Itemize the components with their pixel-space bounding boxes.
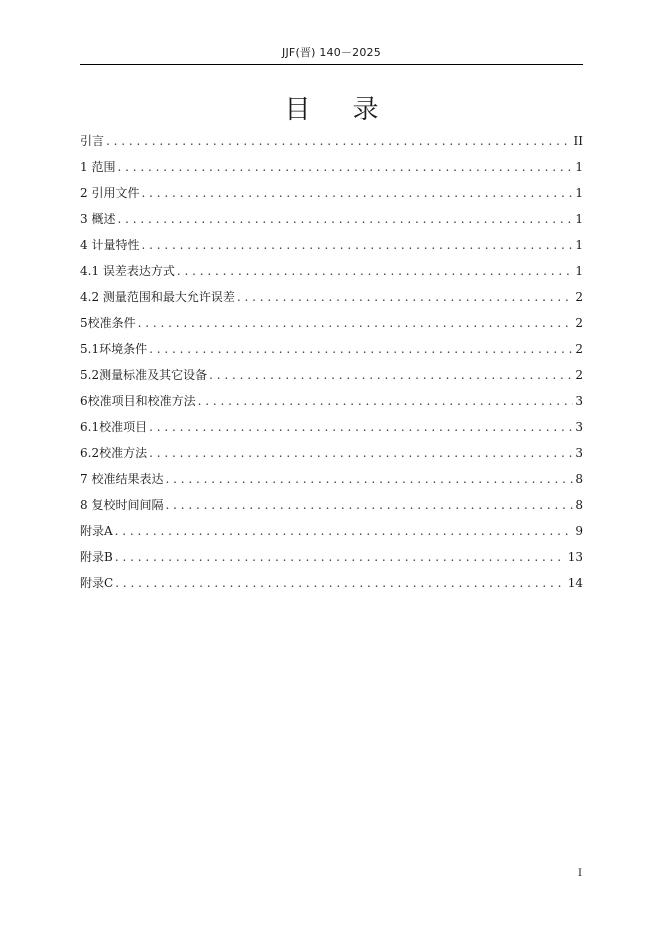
toc-entry-label: 4.2 测量范围和最大允许误差: [80, 290, 235, 304]
toc-entry[interactable]: [80, 466, 583, 492]
toc-dot-leader: [209, 362, 573, 388]
toc-entry-label: 5.1环境条件: [80, 342, 148, 356]
toc-entry-label: 6.1校准项目: [80, 420, 148, 434]
toc-entry-label: 6校准项目和校准方法: [80, 394, 196, 408]
toc-dot-leader: [177, 258, 573, 284]
toc-entry-label: 8 复校时间间隔: [80, 498, 164, 512]
toc-entry-page: 2: [575, 342, 583, 356]
toc-dot-leader: [117, 206, 573, 232]
toc-dot-leader: [149, 414, 573, 440]
toc-entry-page: 8: [575, 498, 583, 512]
toc-entry[interactable]: [80, 336, 583, 362]
toc-entry-page: 3: [575, 420, 583, 434]
toc-entry[interactable]: [80, 310, 583, 336]
toc-entry-label: 4.1 误差表达方式: [80, 264, 175, 278]
toc-entry-page: 1: [575, 238, 583, 252]
toc-dot-leader: [117, 154, 573, 180]
toc-dot-leader: [237, 284, 573, 310]
toc-entry-label: 4 计量特性: [80, 238, 140, 252]
toc-entry[interactable]: [80, 570, 583, 596]
toc-entry-label: 附录B: [80, 550, 113, 564]
toc-entry-page: 9: [575, 524, 583, 538]
footer-page-number: I: [578, 868, 582, 879]
toc-entry[interactable]: [80, 388, 583, 414]
toc-dot-leader: [138, 310, 574, 336]
toc-entry[interactable]: [80, 492, 583, 518]
toc-dot-leader: [115, 570, 566, 596]
toc-entry[interactable]: [80, 232, 583, 258]
page-header: JJF(晋) 140－2025: [282, 46, 381, 59]
toc-dot-leader: [165, 466, 573, 492]
toc-entry-page: 1: [575, 160, 583, 174]
toc-entry-page: 2: [575, 316, 583, 330]
toc-entry-page: 3: [575, 446, 583, 460]
toc-entry-label: 引言: [80, 134, 105, 148]
toc-entry-label: 5.2测量标准及其它设备: [80, 368, 208, 382]
toc-entry-label: 1 范围: [80, 160, 116, 174]
toc-entry-page: 1: [575, 264, 583, 278]
toc-dot-leader: [149, 336, 573, 362]
toc-entry-label: 附录A: [80, 524, 113, 538]
toc-entry[interactable]: [80, 206, 583, 232]
toc-entry[interactable]: [80, 544, 583, 570]
table-of-contents: [80, 128, 583, 596]
toc-entry[interactable]: [80, 518, 583, 544]
header-rule: [80, 64, 583, 65]
toc-entry[interactable]: [80, 414, 583, 440]
toc-entry[interactable]: [80, 440, 583, 466]
toc-entry-label: 附录C: [80, 576, 114, 590]
toc-entry-label: 5校准条件: [80, 316, 136, 330]
toc-dot-leader: [106, 128, 572, 154]
toc-entry[interactable]: [80, 362, 583, 388]
toc-entry-page: 2: [575, 368, 583, 382]
toc-entry-label: 2 引用文件: [80, 186, 140, 200]
toc-entry-page: 1: [575, 186, 583, 200]
toc-entry[interactable]: [80, 284, 583, 310]
toc-entry[interactable]: [80, 180, 583, 206]
toc-entry[interactable]: [80, 128, 583, 154]
toc-dot-leader: [115, 544, 566, 570]
toc-entry-page: 13: [567, 550, 583, 564]
toc-entry-label: 3 概述: [80, 212, 116, 226]
toc-entry-page: 3: [575, 394, 583, 408]
toc-entry[interactable]: [80, 154, 583, 180]
toc-dot-leader: [141, 180, 573, 206]
toc-entry[interactable]: [80, 258, 583, 284]
page-title: 目录: [284, 95, 421, 125]
toc-dot-leader: [141, 232, 573, 258]
toc-dot-leader: [115, 518, 574, 544]
toc-entry-page: 1: [575, 212, 583, 226]
toc-entry-label: 7 校准结果表达: [80, 472, 164, 486]
toc-dot-leader: [198, 388, 574, 414]
toc-dot-leader: [149, 440, 573, 466]
toc-entry-label: 6.2校准方法: [80, 446, 148, 460]
toc-entry-page: 8: [575, 472, 583, 486]
toc-entry-page: 2: [575, 290, 583, 304]
toc-dot-leader: [165, 492, 573, 518]
toc-entry-page: 14: [567, 576, 583, 590]
toc-entry-page: II: [573, 134, 583, 148]
